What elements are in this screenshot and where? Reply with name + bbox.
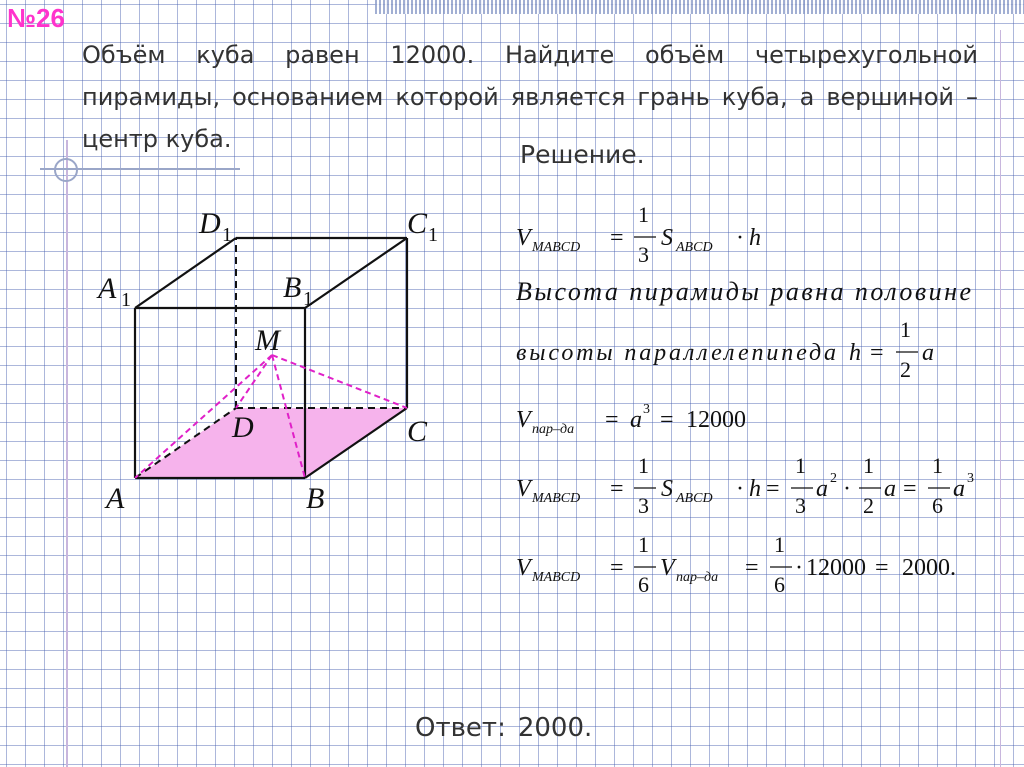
svg-text:=: = xyxy=(610,476,624,502)
svg-text:6: 6 xyxy=(774,572,785,597)
solution-formulas xyxy=(516,202,974,597)
formula-line-3 xyxy=(516,317,934,382)
task-number: №26 xyxy=(7,3,65,33)
svg-text:·: · xyxy=(736,225,744,251)
svg-text:V: V xyxy=(660,555,675,581)
svg-text:2000.: 2000. xyxy=(902,555,956,581)
svg-text:h: h xyxy=(749,476,761,502)
svg-text:V: V xyxy=(516,476,531,502)
svg-text:MABCD: MABCD xyxy=(532,491,581,506)
svg-text:MABCD: MABCD xyxy=(532,570,581,585)
label-A1-sub: 1 xyxy=(121,289,131,311)
edge-D1A1 xyxy=(135,238,236,308)
svg-text:высоты параллелепипеда: высоты параллелепипеда xyxy=(516,340,836,366)
answer-value: 2000. xyxy=(517,713,593,743)
svg-text:6: 6 xyxy=(638,572,649,597)
svg-text:3: 3 xyxy=(967,471,974,486)
formula-line-2: Высота пирамиды равна половине xyxy=(516,277,971,306)
pyramid-edge-MC xyxy=(272,355,407,408)
svg-text:a: a xyxy=(884,476,896,502)
svg-text:12000: 12000 xyxy=(806,555,866,581)
svg-text:a: a xyxy=(816,476,828,502)
svg-text:V: V xyxy=(516,555,531,581)
label-B1-sub: 1 xyxy=(303,288,313,310)
svg-text:S: S xyxy=(661,476,673,502)
svg-text:3: 3 xyxy=(643,402,650,417)
problem-statement: Объём куба равен 12000. Найдите объём четырехугольной пирамиды, основанием которой является грань куба, а вершиной – центр куба. xyxy=(82,41,978,153)
svg-text:2: 2 xyxy=(830,471,837,486)
formula-line-1 xyxy=(516,202,761,267)
svg-text:=: = xyxy=(610,225,624,251)
svg-text:1: 1 xyxy=(863,453,874,478)
svg-text:пар–да: пар–да xyxy=(532,422,575,437)
label-A: A xyxy=(106,482,125,515)
svg-text:12000: 12000 xyxy=(686,407,746,433)
svg-text:S: S xyxy=(661,225,673,251)
formula-line-4 xyxy=(516,402,746,437)
svg-text:1: 1 xyxy=(638,532,649,557)
svg-text:2: 2 xyxy=(900,357,911,382)
svg-text:·: · xyxy=(843,476,851,502)
svg-text:=: = xyxy=(870,340,884,366)
label-D1: D xyxy=(199,207,221,240)
svg-text:MABCD: MABCD xyxy=(532,240,581,255)
pyramid-base-face xyxy=(135,408,407,478)
svg-text:=: = xyxy=(660,407,674,433)
svg-text:3: 3 xyxy=(638,242,649,267)
svg-text:h: h xyxy=(749,225,761,251)
label-C1: C xyxy=(407,207,428,240)
formula-line-6 xyxy=(516,532,956,597)
svg-text:1: 1 xyxy=(795,453,806,478)
svg-text:a: a xyxy=(922,340,934,366)
svg-text:=: = xyxy=(875,555,889,581)
label-C: C xyxy=(407,415,428,448)
cube-figure xyxy=(96,207,438,515)
label-D1-sub: 1 xyxy=(222,224,232,246)
svg-text:a: a xyxy=(630,407,642,433)
svg-text:V: V xyxy=(516,225,531,251)
svg-text:V: V xyxy=(516,407,531,433)
label-B1: B xyxy=(283,271,302,304)
svg-text:1: 1 xyxy=(774,532,785,557)
solution-heading: Решение. xyxy=(520,140,645,169)
formula-line-5 xyxy=(516,453,974,518)
svg-text:·: · xyxy=(795,555,803,581)
svg-text:=: = xyxy=(610,555,624,581)
label-C1-sub: 1 xyxy=(428,224,438,246)
svg-text:=: = xyxy=(766,476,780,502)
label-M: M xyxy=(255,324,280,357)
edge-B1C1 xyxy=(305,238,407,308)
svg-text:=: = xyxy=(745,555,759,581)
svg-text:6: 6 xyxy=(932,493,943,518)
svg-text:ABCD: ABCD xyxy=(676,240,713,255)
svg-text:1: 1 xyxy=(638,202,649,227)
label-A1: A xyxy=(98,272,117,305)
svg-text:1: 1 xyxy=(638,453,649,478)
label-B: B xyxy=(306,482,325,515)
svg-text:ABCD: ABCD xyxy=(676,491,713,506)
label-D: D xyxy=(232,411,254,444)
svg-text:3: 3 xyxy=(638,493,649,518)
answer-line xyxy=(415,713,604,743)
svg-text:пар–да: пар–да xyxy=(676,570,719,585)
svg-text:2: 2 xyxy=(863,493,874,518)
svg-text:a: a xyxy=(953,476,965,502)
svg-text:1: 1 xyxy=(900,317,911,342)
svg-text:h: h xyxy=(849,340,861,366)
answer-label: Ответ: xyxy=(415,713,506,743)
svg-text:=: = xyxy=(903,476,917,502)
svg-text:3: 3 xyxy=(795,493,806,518)
svg-text:1: 1 xyxy=(932,453,943,478)
svg-text:·: · xyxy=(736,476,744,502)
svg-text:=: = xyxy=(605,407,619,433)
